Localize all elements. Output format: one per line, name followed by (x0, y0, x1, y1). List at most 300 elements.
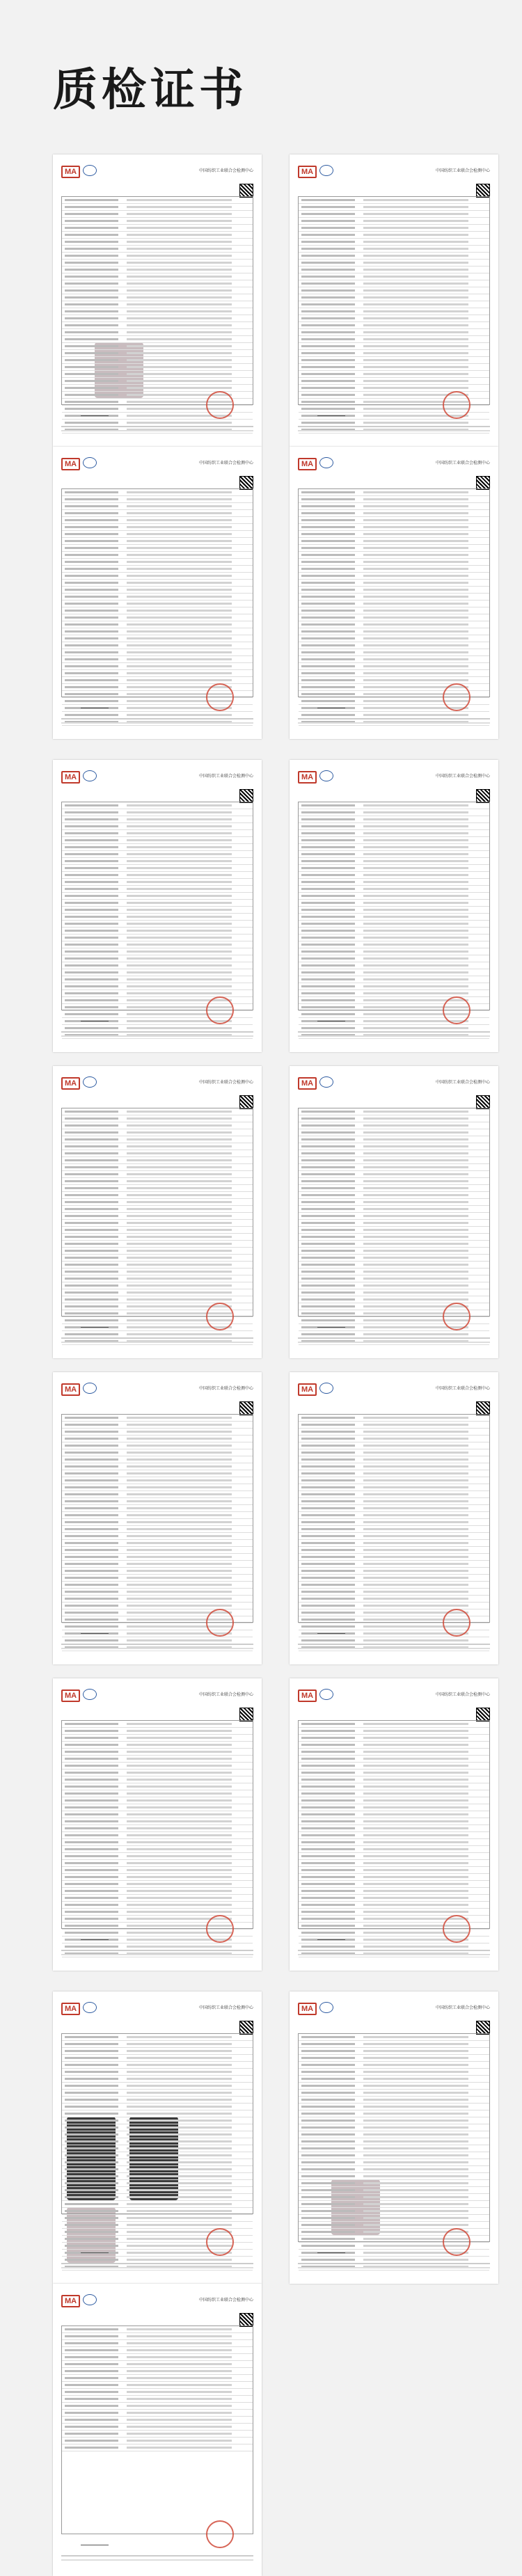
table-row (299, 2124, 489, 2131)
table-row (62, 385, 253, 392)
official-seal-icon (443, 391, 470, 419)
certificate-header (61, 1379, 253, 1397)
table-row (62, 1456, 253, 1463)
table-row (299, 816, 489, 823)
table-row (299, 607, 489, 614)
table-row (299, 2145, 489, 2152)
table-row (299, 1484, 489, 1491)
table-row (299, 865, 489, 872)
table-row (62, 239, 253, 246)
table-row (299, 1129, 489, 1136)
certificate-header (61, 1998, 253, 2017)
table-row (299, 1512, 489, 1519)
signature (81, 1321, 109, 1328)
table-row (62, 941, 253, 948)
certificate-footer (61, 2554, 253, 2566)
table-row (299, 1797, 489, 1804)
table-row (62, 1512, 253, 1519)
table-row (299, 260, 489, 267)
table-row (62, 2055, 253, 2062)
lab-name: 中国纺织工业联合会检测中心 (435, 773, 490, 779)
table-row (62, 1449, 253, 1456)
table-row (62, 1199, 253, 1206)
certificate-page (53, 2284, 262, 2576)
table-row (299, 545, 489, 552)
table-row (62, 1839, 253, 1846)
table-row (299, 1234, 489, 1241)
table-row (62, 1561, 253, 1568)
ma-logo: MA (61, 166, 80, 178)
table-row (299, 1275, 489, 1282)
table-row (299, 928, 489, 935)
table-row (62, 1832, 253, 1839)
table-row (62, 649, 253, 656)
table-row (299, 948, 489, 955)
lab-name: 中国纺织工业联合会检测中心 (198, 460, 253, 466)
table-row (299, 2041, 489, 2048)
table-row (299, 1909, 489, 1916)
table-row (62, 524, 253, 531)
table-row (62, 1783, 253, 1790)
ma-logo: MA (298, 1689, 317, 1702)
table-row (62, 2076, 253, 2083)
certificate-header (61, 767, 253, 785)
table-row (299, 1867, 489, 1874)
table-row (299, 1853, 489, 1860)
ma-logo: MA (61, 771, 80, 784)
cnas-icon (319, 457, 333, 468)
table-row (62, 1721, 253, 1728)
table-row (299, 489, 489, 496)
table-row (62, 1255, 253, 1262)
table-row (299, 1540, 489, 1547)
cnas-icon (83, 1076, 97, 1088)
table-row (299, 1839, 489, 1846)
table-row (299, 218, 489, 225)
table-row (299, 858, 489, 865)
table-row (62, 1470, 253, 1477)
table-row (62, 2145, 253, 2152)
signature (317, 1628, 345, 1634)
table-row (62, 2333, 253, 2340)
table-row (299, 656, 489, 663)
cnas-icon (319, 165, 333, 176)
table-row (299, 552, 489, 559)
certificate-page (53, 1066, 262, 1358)
table-row (62, 2131, 253, 2138)
table-row (62, 246, 253, 253)
table-row (62, 1122, 253, 1129)
lab-name: 中国纺织工业联合会检测中心 (435, 1385, 490, 1391)
table-row (62, 816, 253, 823)
table-row (62, 211, 253, 218)
qr-code-icon (239, 476, 253, 490)
table-row (62, 587, 253, 594)
table-row (299, 1596, 489, 1603)
qr-code-icon (239, 1095, 253, 1109)
table-row (62, 2444, 253, 2451)
table-row (62, 1860, 253, 1867)
ma-logo: MA (61, 2003, 80, 2015)
table-row (299, 2152, 489, 2159)
table-row (62, 1505, 253, 1512)
table-row (62, 830, 253, 837)
table-row (62, 677, 253, 684)
table-row (62, 893, 253, 900)
qr-code-icon (476, 1401, 490, 1415)
table-row (62, 1185, 253, 1192)
qr-code-icon (239, 1708, 253, 1722)
table-row (299, 1227, 489, 1234)
table-row (62, 294, 253, 301)
ma-logo: MA (61, 1077, 80, 1090)
table-row (299, 1470, 489, 1477)
table-row (62, 2417, 253, 2424)
table-row (62, 2166, 253, 2173)
table-row (62, 1895, 253, 1902)
table-row (299, 1902, 489, 1909)
qr-code-icon (239, 2313, 253, 2327)
qr-code-icon (476, 1095, 490, 1109)
qr-code-icon (239, 2021, 253, 2035)
table-row (299, 2208, 489, 2215)
report-table (61, 2033, 253, 2214)
table-row (62, 2097, 253, 2104)
table-row (299, 308, 489, 315)
table-row (62, 1192, 253, 1199)
certificate-footer (61, 1030, 253, 1042)
lab-name: 中国纺织工业联合会检测中心 (198, 2297, 253, 2303)
report-table (298, 1414, 490, 1623)
table-row (62, 2062, 253, 2069)
table-row (299, 642, 489, 649)
table-row (299, 976, 489, 983)
table-row (299, 1248, 489, 1255)
table-row (299, 197, 489, 204)
official-seal-icon (206, 391, 234, 419)
table-row (62, 2083, 253, 2090)
certificate-header (61, 1685, 253, 1703)
table-row (62, 642, 253, 649)
table-row (299, 614, 489, 621)
certificate-page (53, 1372, 262, 1664)
table-row (62, 1540, 253, 1547)
certificate-header (298, 1998, 490, 2017)
table-row (299, 1213, 489, 1220)
cnas-icon (319, 2002, 333, 2013)
table-row (62, 489, 253, 496)
table-row (299, 301, 489, 308)
table-row (62, 1164, 253, 1171)
ma-logo: MA (298, 2003, 317, 2015)
table-row (299, 2166, 489, 2173)
table-row (299, 211, 489, 218)
table-row (62, 1902, 253, 1909)
table-row (299, 935, 489, 941)
table-row (62, 1874, 253, 1881)
table-row (299, 2194, 489, 2201)
table-row (299, 246, 489, 253)
cnas-icon (83, 770, 97, 781)
table-row (62, 517, 253, 524)
table-row (299, 879, 489, 886)
certificate-footer (298, 1030, 490, 1042)
table-row (299, 1456, 489, 1463)
report-table (298, 196, 490, 405)
report-table (298, 488, 490, 697)
table-row (62, 253, 253, 260)
table-row (299, 628, 489, 635)
table-row (62, 2159, 253, 2166)
table-row (62, 225, 253, 232)
table-row (62, 2382, 253, 2389)
table-row (62, 267, 253, 273)
table-row (299, 1874, 489, 1881)
table-row (62, 1728, 253, 1735)
table-row (62, 1568, 253, 1575)
official-seal-icon (443, 1915, 470, 1943)
report-table (298, 1720, 490, 1929)
table-row (299, 503, 489, 510)
signature (81, 410, 109, 416)
table-row (299, 921, 489, 928)
ma-logo: MA (61, 2295, 80, 2307)
table-row (299, 496, 489, 503)
cnas-icon (319, 770, 333, 781)
table-row (299, 204, 489, 211)
table-row (299, 2062, 489, 2069)
table-row (62, 802, 253, 809)
qr-code-icon (476, 1708, 490, 1722)
table-row (62, 559, 253, 566)
certificate-header (61, 1073, 253, 1091)
certificate-header (61, 454, 253, 472)
table-row (62, 2424, 253, 2431)
qr-code-icon (476, 476, 490, 490)
table-row (299, 635, 489, 642)
signature (81, 702, 109, 708)
lab-name: 中国纺织工业联合会检测中心 (435, 168, 490, 173)
table-row (62, 350, 253, 357)
table-row (299, 1157, 489, 1164)
table-row (62, 1282, 253, 1289)
table-row (62, 2389, 253, 2396)
table-row (299, 851, 489, 858)
table-row (299, 2173, 489, 2180)
certificate-page (290, 1372, 498, 1664)
table-row (299, 587, 489, 594)
table-row (299, 343, 489, 350)
table-row (299, 2104, 489, 2110)
table-row (299, 677, 489, 684)
report-table (61, 2325, 253, 2534)
table-row (299, 2180, 489, 2187)
signature (81, 1628, 109, 1634)
certificate-page (53, 1991, 262, 2284)
table-row (299, 1491, 489, 1498)
table-row (62, 614, 253, 621)
table-row (62, 1526, 253, 1533)
table-row (62, 969, 253, 976)
qr-code-icon (476, 789, 490, 803)
table-row (62, 837, 253, 844)
table-row (299, 267, 489, 273)
official-seal-icon (443, 2228, 470, 2256)
table-row (299, 371, 489, 378)
signature (317, 2247, 345, 2253)
cnas-icon (319, 1383, 333, 1394)
table-row (62, 935, 253, 941)
official-seal-icon (206, 1303, 234, 1330)
table-row (299, 2097, 489, 2104)
table-row (299, 1477, 489, 1484)
cnas-icon (83, 2294, 97, 2305)
certificate-footer (298, 717, 490, 729)
table-row (62, 1519, 253, 1526)
signature (81, 1015, 109, 1021)
table-row (299, 1442, 489, 1449)
table-row (62, 2090, 253, 2097)
table-row (62, 2180, 253, 2187)
table-row (62, 1248, 253, 1255)
signature (317, 702, 345, 708)
table-row (299, 1804, 489, 1811)
table-row (299, 1463, 489, 1470)
table-row (299, 1296, 489, 1303)
table-row (299, 955, 489, 962)
table-row (62, 232, 253, 239)
report-table (61, 488, 253, 697)
table-row (299, 1575, 489, 1582)
official-seal-icon (206, 2228, 234, 2256)
table-row (62, 2354, 253, 2361)
table-row (62, 844, 253, 851)
ma-logo: MA (298, 458, 317, 470)
report-table (61, 196, 253, 405)
qr-code-icon (476, 184, 490, 198)
table-row (299, 1164, 489, 1171)
table-row (62, 809, 253, 816)
table-row (62, 983, 253, 990)
table-row (62, 865, 253, 872)
table-row (62, 2215, 253, 2222)
ma-logo: MA (298, 166, 317, 178)
table-row (299, 1505, 489, 1512)
report-table (298, 802, 490, 1010)
table-row (299, 1582, 489, 1589)
lab-name: 中国纺织工业联合会检测中心 (198, 773, 253, 779)
table-row (62, 1108, 253, 1115)
table-row (62, 1770, 253, 1776)
table-row (62, 2208, 253, 2215)
table-row (62, 858, 253, 865)
table-row (299, 1136, 489, 1143)
signature (317, 410, 345, 416)
table-row (62, 621, 253, 628)
table-row (299, 1818, 489, 1825)
table-row (299, 1554, 489, 1561)
table-row (299, 1888, 489, 1895)
ma-logo: MA (61, 1383, 80, 1396)
signature (81, 2539, 109, 2545)
table-row (299, 1881, 489, 1888)
table-row (299, 837, 489, 844)
table-row (62, 601, 253, 607)
signature (317, 1321, 345, 1328)
lab-name: 中国纺织工业联合会检测中心 (198, 168, 253, 173)
lab-name: 中国纺织工业联合会检测中心 (435, 1692, 490, 1697)
lab-name: 中国纺织工业联合会检测中心 (198, 1692, 253, 1697)
table-row (299, 573, 489, 580)
table-row (299, 1783, 489, 1790)
table-row (299, 294, 489, 301)
table-row (62, 2124, 253, 2131)
table-row (299, 510, 489, 517)
table-row (62, 1804, 253, 1811)
table-row (62, 218, 253, 225)
table-row (299, 538, 489, 545)
table-row (62, 2138, 253, 2145)
table-row (62, 1275, 253, 1282)
table-row (299, 969, 489, 976)
certificate-page (53, 447, 262, 739)
table-row (299, 1770, 489, 1776)
table-row (62, 663, 253, 670)
official-seal-icon (206, 2520, 234, 2548)
signature (81, 1934, 109, 1940)
table-row (299, 1763, 489, 1770)
table-row (62, 2375, 253, 2382)
table-row (299, 2069, 489, 2076)
table-row (62, 1881, 253, 1888)
page-title: 质检证书 (53, 65, 248, 116)
cnas-icon (83, 1689, 97, 1700)
report-table (61, 1414, 253, 1623)
table-row (62, 2034, 253, 2041)
official-seal-icon (206, 1609, 234, 1637)
certificate-header (298, 1379, 490, 1397)
table-row (62, 1790, 253, 1797)
table-row (299, 287, 489, 294)
table-row (299, 2034, 489, 2041)
table-row (62, 1422, 253, 1429)
table-row (62, 823, 253, 830)
table-row (299, 1241, 489, 1248)
table-row (299, 1811, 489, 1818)
table-row (299, 1561, 489, 1568)
table-row (62, 2041, 253, 2048)
table-row (62, 1853, 253, 1860)
table-row (62, 1234, 253, 1241)
table-row (299, 559, 489, 566)
table-row (62, 315, 253, 322)
certificate-page (290, 1678, 498, 1971)
table-row (62, 273, 253, 280)
table-row (62, 1498, 253, 1505)
signature (81, 2247, 109, 2253)
table-row (299, 2201, 489, 2208)
table-row (299, 1171, 489, 1178)
table-row (299, 329, 489, 336)
table-row (62, 538, 253, 545)
certificate-page (53, 760, 262, 1052)
certificate-footer (298, 1948, 490, 1961)
table-row (62, 1429, 253, 1436)
table-row (62, 1846, 253, 1853)
table-row (299, 273, 489, 280)
table-row (62, 948, 253, 955)
table-row (62, 531, 253, 538)
